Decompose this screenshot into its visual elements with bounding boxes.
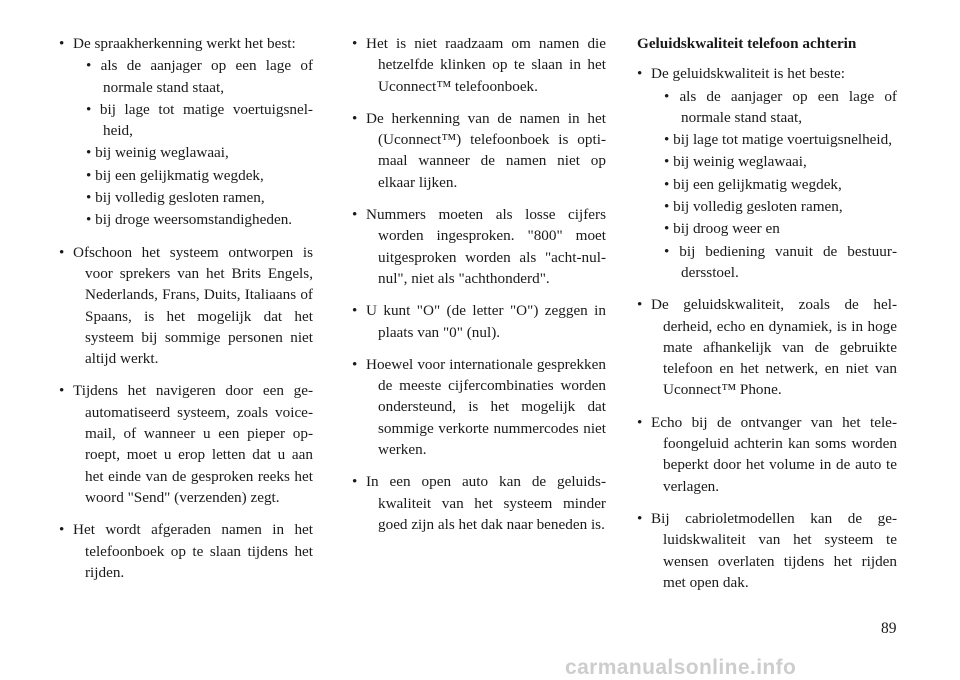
sub-list-item: • bij bediening vanuit de bestuurdersstoel. <box>651 241 897 284</box>
list-item <box>352 204 606 289</box>
list-item-text: • Echo bij de ontvanger van het telefoongeluid achterin kan soms worden beperkt door het volume in de auto te verlagen. <box>651 413 897 495</box>
list-item-text: • U kunt "O" (de letter "O") zeggen in plaats van "0" (nul). <box>366 302 606 341</box>
list-item-text: • De geluidskwaliteit is het beste: <box>651 65 846 83</box>
list-item-text: • In een open auto kan de geluidskwaliteit van het systeem minder goed zijn als het dak naar beneden is. <box>366 473 606 533</box>
sub-list-item: • als de aanjager op een lage of normale stand staat, <box>73 55 313 98</box>
list-item <box>637 63 897 283</box>
sub-list-item: • als de aanjager op een lage of normale stand staat, <box>651 86 897 129</box>
sub-list-item: • bij lage tot matige voertuigsnelheid, <box>651 129 897 150</box>
page-number: 89 <box>881 620 897 637</box>
column-1 <box>59 33 313 594</box>
sub-list-item: • bij lage tot matige voertuigsnelheid, <box>73 99 313 142</box>
list-item <box>637 412 897 497</box>
list-item-text: • Hoewel voor internationale gesprekken de meeste cijfercombinaties worden ondersteund, is het mogelijk dat sommige verkorte nummercodes niet werken. <box>366 355 606 459</box>
list-item <box>352 108 606 193</box>
watermark: carmanualsonline.info <box>565 656 797 679</box>
list-item <box>637 508 897 593</box>
list-item <box>59 519 313 583</box>
sub-list-item: • bij droog weer en <box>651 218 897 239</box>
bullet-list <box>637 63 897 593</box>
list-item <box>352 33 606 97</box>
list-item <box>59 242 313 370</box>
sub-list-item: • bij een gelijkmatig wegdek, <box>73 165 313 186</box>
list-item <box>59 380 313 508</box>
list-item-text: • Nummers moeten als losse cijfers worden ingesproken. "800" moet uitgesproken worden als "acht-nul-nul", niet als "achthonderd". <box>366 206 606 287</box>
list-item-text: • De herkenning van de namen in het (Uconnect™) telefoonboek is optimaal wanneer de namen niet op elkaar lijken. <box>366 109 606 191</box>
list-item-text: • Het wordt afgeraden namen in het telefoonboek op te slaan tijdens het rijden. <box>73 521 313 581</box>
sub-list-item: • bij weinig weglawaai, <box>651 151 897 172</box>
list-item-text: • Bij cabrioletmodellen kan de geluidskwaliteit van het systeem te wensen overlaten tijdens het rijden met open dak. <box>651 509 897 591</box>
column-3 <box>637 33 897 604</box>
section-heading: Geluidskwaliteit telefoon achterin <box>637 35 857 52</box>
list-item-text: • De spraakherkenning werkt het best: <box>73 35 296 52</box>
bullet-list <box>59 33 313 583</box>
sub-list-item: • bij een gelijkmatig wegdek, <box>651 174 897 195</box>
list-item-text: • Het is niet raadzaam om namen die hetzelfde klinken op te slaan in het Uconnect™ telefoonboek. <box>366 35 606 95</box>
sub-list <box>651 86 897 284</box>
list-item-text: • De geluidskwaliteit, zoals de helderheid, echo en dynamiek, is in hoge mate afhankelijk van de gebruikte telefoon en het netwerk, en niet van Uconnect™ Phone. <box>651 296 897 399</box>
sub-list-item: • bij volledig gesloten ramen, <box>651 196 897 217</box>
list-item <box>352 471 606 535</box>
list-item-text: • Ofschoon het systeem ontworpen is voor sprekers van het Brits Engels, Nederlands, Frans, Duits, Italiaans of Spaans, is het mogelijk dat het systeem bij sommige personen niet altijd werkt. <box>73 243 313 368</box>
list-item <box>352 354 606 460</box>
bullet-list <box>352 33 606 535</box>
list-item-text: • Tijdens het navigeren door een geautomatiseerd systeem, zoals voicemail, of wanneer u een pieper oproept, moet u erop letten dat u aan het einde van de gesproken reeks het woord "Send" (verzenden) zegt. <box>73 382 313 506</box>
list-item <box>352 300 606 343</box>
sub-list-item: • bij droge weersomstandigheden. <box>73 209 313 230</box>
sub-list-item: • bij volledig gesloten ramen, <box>73 187 313 208</box>
sub-list <box>73 55 313 230</box>
column-2 <box>352 33 606 546</box>
sub-list-item: • bij weinig weglawaai, <box>73 142 313 163</box>
list-item <box>637 294 897 400</box>
list-item <box>59 33 313 231</box>
